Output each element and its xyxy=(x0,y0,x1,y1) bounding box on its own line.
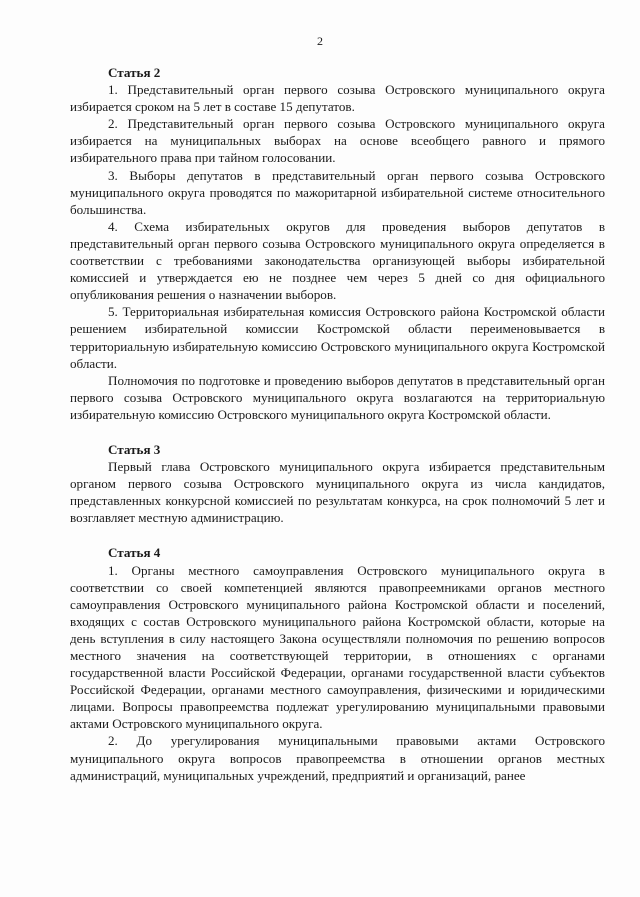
paragraph: 2. До урегулирования муниципальными правовыми актами Островского муниципального округа вопросов правопреемства в отношении органов местных администраций, муниципальных учреждений, предприятий и организаций, ранее xyxy=(70,733,605,783)
article-3 xyxy=(70,441,605,526)
paragraph: 1. Представительный орган первого созыва Островского муниципального округа избирается сроком на 5 лет в составе 15 депутатов. xyxy=(70,82,605,115)
article-heading: Статья 3 xyxy=(108,441,161,457)
paragraph: Первый глава Островского муниципального округа избирается представительным органом первого созыва Островского муниципального округа из числа кандидатов, представленных конкурсной комиссией по результатам конкурса, на срок полномочий 5 лет и возглавляет местную администрацию. xyxy=(70,459,605,526)
section-spacer xyxy=(70,423,605,441)
paragraph: 1. Органы местного самоуправления Островского муниципального округа в соответствии со своей компетенцией являются правопреемниками органов местного самоуправления Островского муниципального района Костромской области и поселений, входящих с состав Островского муниципального района Костромской области, которые на день вступления в силу настоящего Закона осуществляли полномочия по решению вопросов местного значения на соответствующей территории, в отношениях с органами государственной власти Российской Федерации, органами государственной власти субъектов Российской Федерации, органами местного самоуправления, физическими и юридическими лицами. Вопросы правопреемства подлежат урегулированию муниципальными правовыми актами Островского муниципального округа. xyxy=(70,562,605,732)
paragraph: 2. Представительный орган первого созыва Островского муниципального округа избирается на муниципальных выборах на основе всеобщего равного и прямого избирательного права при тайном голосовании. xyxy=(70,116,605,166)
section-spacer xyxy=(70,526,605,544)
document-body xyxy=(70,64,605,784)
article-2 xyxy=(70,64,605,423)
paragraph: 5. Территориальная избирательная комиссия Островского района Костромской области решением избирательной комиссии Костромской области переименовывается в территориальную избирательную комиссию Островского муниципального округа Костромской области. xyxy=(70,304,605,371)
paragraph: 4. Схема избирательных округов для проведения выборов депутатов в представительный орган первого созыва Островского муниципального округа определяется в соответствии с требованиями законодательства организующей выборы избирательной комиссией и утверждается ею не позднее чем через 5 дней со дня официального опубликования решения о назначении выборов. xyxy=(70,218,605,303)
article-heading: Статья 2 xyxy=(108,65,161,80)
page-number: 2 xyxy=(317,34,323,48)
article-4 xyxy=(70,544,605,783)
article-heading: Статья 4 xyxy=(108,545,161,561)
paragraph: 3. Выборы депутатов в представительный орган первого созыва Островского муниципального округа проводятся по мажоритарной избирательной системе относительного большинства. xyxy=(70,167,605,217)
paragraph: Полномочия по подготовке и проведению выборов депутатов в представительный орган первого созыва Островского муниципального округа возлагаются на территориальную избирательную комиссию Островского муниципального округа Костромской области. xyxy=(70,372,605,422)
